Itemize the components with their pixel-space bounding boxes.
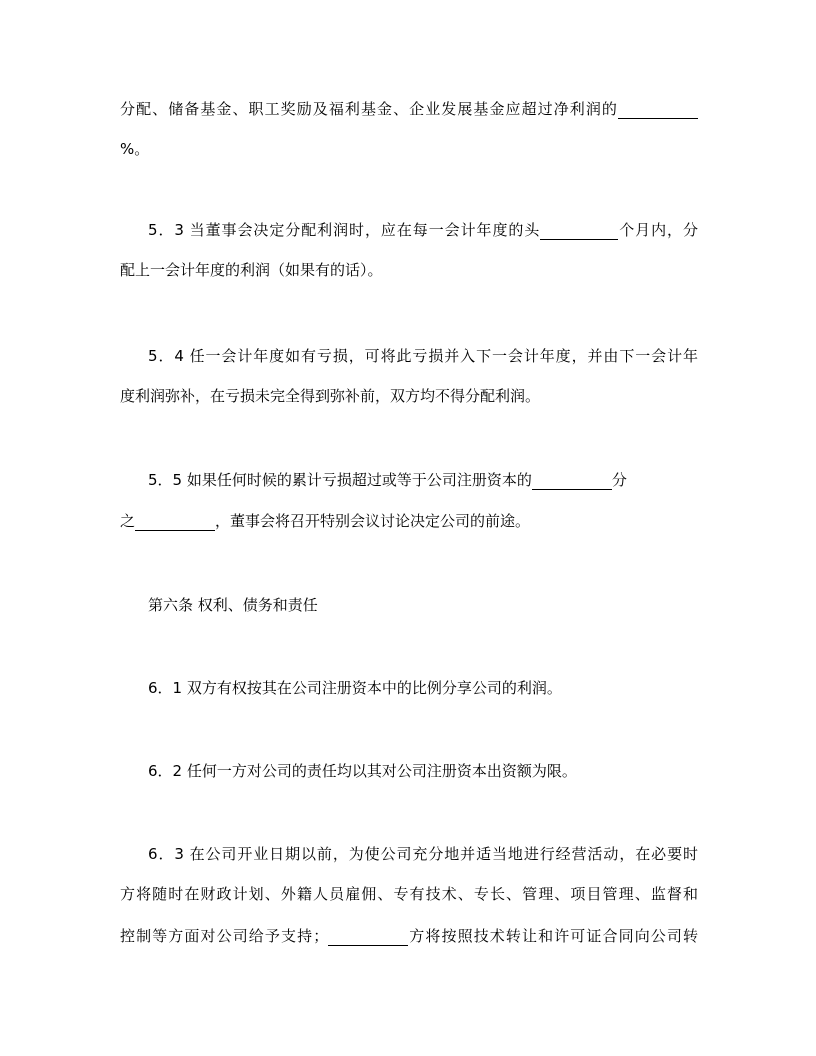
paragraph-line [120,139,698,159]
paragraph-line [148,844,698,864]
text-segment: 分 [611,471,627,489]
paragraph-line [120,511,698,531]
section-5-4-text: 5．4 任一会计年度如有亏损，可将此亏损并入下一会计年度，并由下一会计年 [148,347,698,365]
paragraph-line [120,884,698,904]
text-segment: ，董事会将召开特别会议讨论决定公司的前途。 [215,512,531,530]
text-segment: 方将随时在财政计划、外籍人员雇佣、专有技术、专长、管理、项目管理、监督和 [120,885,698,903]
fill-in-blank [135,514,215,531]
section-5-5-text: 5．5 如果任何时候的累计亏损超过或等于公司注册资本的 [148,471,532,489]
section-6-2-text: 6．2 任何一方对公司的责任均以其对公司注册资本出资额为限。 [148,762,577,780]
text-segment: 分配、储备基金、职工奖励及福利基金、企业发展基金应超过净利润的 [120,100,618,118]
paragraph-line [148,470,698,490]
fill-in-blank [618,102,698,119]
fill-in-blank [540,223,618,240]
paragraph-line [120,99,698,119]
fill-in-blank [532,473,612,490]
text-segment: 度利润弥补，在亏损未完全得到弥补前，双方均不得分配利润。 [120,387,541,405]
section-6-1-text: 6．1 双方有权按其在公司注册资本中的比例分享公司的利润。 [148,679,562,697]
text-segment: 方将按照技术转让和许可证合同向公司转 [408,927,698,945]
section-5-3-text: 5．3 当董事会决定分配利润时，应在每一会计年度的头 [148,221,541,239]
paragraph-line [120,260,698,280]
text-segment: 控制等方面对公司给予支持； [120,927,329,945]
article-6-title: 第六条 权利、债务和责任 [148,596,318,614]
section-6-3-text: 6．3 在公司开业日期以前，为使公司充分地并适当地进行经营活动，在必要时 [148,845,698,863]
text-segment: 之 [120,512,136,530]
text-segment: 配上一会计年度的利润（如果有的话）。 [120,261,383,279]
paragraph-line [148,346,698,366]
article-heading [148,595,698,615]
paragraph-line [148,678,698,698]
paragraph-line [148,220,698,240]
paragraph-line [120,386,698,406]
fill-in-blank [328,929,408,946]
paragraph-line [120,926,698,946]
text-segment: %。 [120,140,150,158]
text-segment: 个月内，分 [618,221,698,239]
paragraph-line [148,761,698,781]
